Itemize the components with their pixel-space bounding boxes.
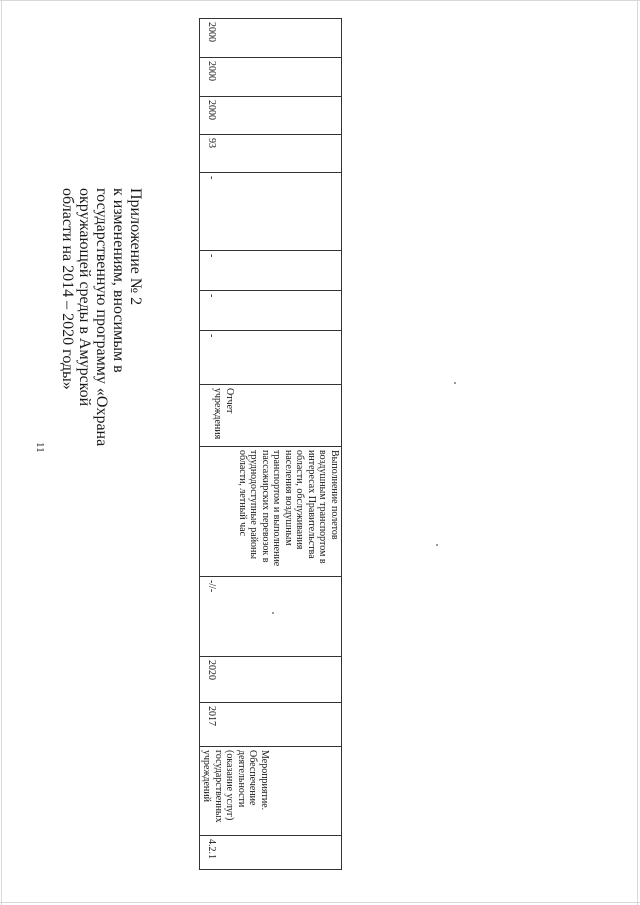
program-table — [199, 18, 342, 870]
value-cell-3: - — [200, 251, 342, 291]
value-cell-8: 2000 — [200, 19, 342, 58]
scan-edge-top — [0, 0, 640, 1]
value-cell-2: - — [200, 291, 342, 331]
appendix-line-2: к изменениям, вносимым в — [110, 188, 127, 373]
appendix-line-1: Приложение № 2 — [127, 188, 144, 306]
appendix-line-5: области на 2014 – 2020 годы» — [59, 188, 76, 390]
scan-speck — [454, 382, 456, 384]
result-cell: Выполнение полетов воздушным транспортом в интересах Правительства области, обслуживания населения воздушным транспортом и выполнение пассажирских перевозок в труднодоступные районы области, летный час — [200, 447, 342, 577]
value-cell-6: 2000 — [200, 97, 342, 135]
scan-speck — [436, 544, 438, 546]
scan-speck — [272, 612, 274, 614]
appendix-line-3: государственную программу «Охрана — [93, 188, 110, 447]
start-year-cell: 2017 — [200, 703, 342, 747]
value-cell-4: - — [200, 173, 342, 251]
page-number: 11 — [34, 442, 46, 453]
value-cell-7: 2000 — [200, 58, 342, 97]
end-year-cell: 2020 — [200, 657, 342, 703]
indicator-source-cell: Отчет учреждения — [200, 385, 342, 447]
scan-edge-bottom — [0, 902, 640, 903]
value-cell-5: 93 — [200, 135, 342, 173]
responsible-cell: -//- — [200, 577, 342, 657]
scan-edge-left — [1, 0, 2, 905]
value-cell-1: - — [200, 331, 342, 385]
appendix-heading — [59, 188, 144, 446]
scan-edge-right — [637, 0, 638, 905]
row-number-cell: 4.2.1 — [200, 836, 342, 870]
measure-name-cell: Мероприятие. Обеспечение деятельности (оказание услуг) государственных учреждений — [200, 747, 342, 836]
appendix-line-4: окружающей среды в Амурской — [76, 188, 93, 407]
